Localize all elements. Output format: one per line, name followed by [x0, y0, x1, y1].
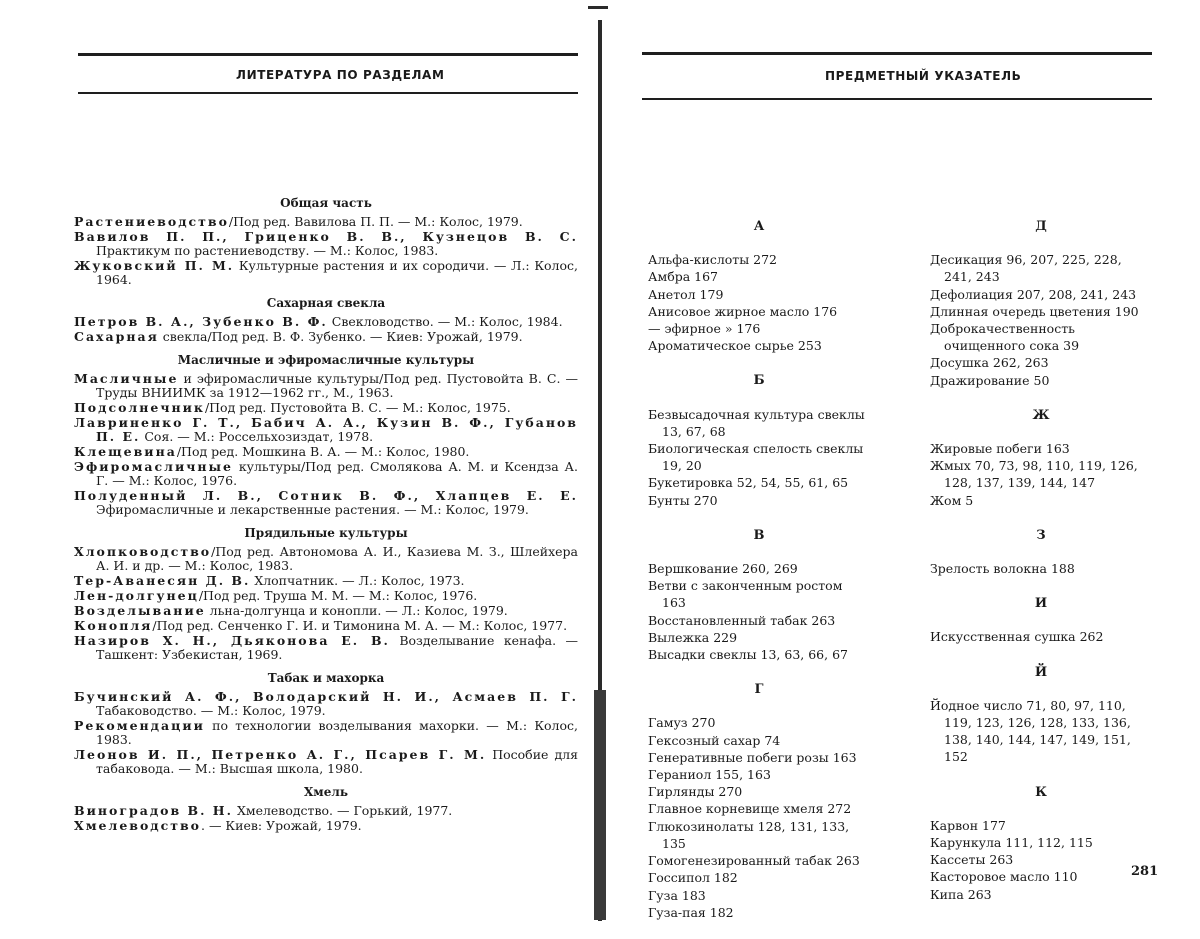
- bibliography-entry: [74, 804, 578, 818]
- index-entry: Жмых 70, 73, 98, 110, 119, 126, 128, 137, 139, 144, 147: [930, 458, 1138, 491]
- index-entry: Генеративные побеги розы 163: [648, 749, 857, 765]
- entry-details: культуры/Под ред. Смолякова А. М. и Ксендза А. Г. — М.: Колос, 1976.: [96, 459, 578, 488]
- section-heading: Общая часть: [280, 196, 372, 210]
- entry-details: /Под ред. Пустовойта В. С. — М.: Колос, 1975.: [204, 400, 511, 415]
- entry-author: Жуковский П. М.: [74, 258, 235, 273]
- index-entry: Восстановленный табак 263: [648, 612, 836, 628]
- entry-details: Хлопчатник. — Л.: Колос, 1973.: [250, 573, 465, 588]
- index-entry: Гексозный сахар 74: [648, 732, 781, 748]
- entry-author: Хмелеводство: [74, 818, 202, 833]
- entry-details: Пособие для табаковода. — М.: Высшая школа, 1980.: [96, 747, 578, 776]
- index-letter-group: [930, 664, 1152, 766]
- bibliography-entry: [74, 416, 578, 444]
- book-gutter: [598, 0, 606, 921]
- left-page: [0, 0, 598, 921]
- entry-author: Полуденный Л. В., Сотник В. Ф., Хлапцев Е. Е.: [74, 488, 578, 503]
- entry-author: Возделывание: [74, 603, 206, 618]
- entry-details: по технологии возделывания махорки. — М.: Колос, 1983.: [96, 718, 578, 747]
- index-entry: Ароматическое сырье 253: [648, 338, 822, 354]
- index-entry: Доброкачественность очищенного сока 39: [930, 321, 1080, 354]
- bibliography-entry: [74, 690, 578, 718]
- entry-details: Соя. — М.: Россельхозиздат, 1978.: [140, 429, 374, 444]
- index-entry: Вылежка 229: [648, 629, 738, 645]
- index-letter: А: [753, 219, 765, 234]
- bibliography-entry: [74, 489, 578, 517]
- bibliography: [74, 196, 578, 834]
- entry-author: Лен-долгунец: [74, 588, 199, 603]
- index-letter: В: [753, 527, 765, 543]
- entry-details: Возделывание кенафа. — Ташкент: Узбекистан, 1969.: [96, 633, 579, 662]
- entry-details: /Под ред. Сенченко Г. И. и Тимонина М. А. — М.: Колос, 1977.: [152, 618, 568, 633]
- index-entry: — эфирное » 176: [648, 321, 761, 337]
- index-entry: Зрелость волокна 188: [930, 561, 1075, 577]
- index-letter-group: [648, 527, 870, 663]
- index-entry: Дефолиация 207, 208, 241, 243: [930, 286, 1137, 302]
- entry-author: Вавилов П. П., Гриценко В. В., Кузнецов В. С.: [74, 229, 578, 244]
- index-entry: Анисовое жирное масло 176: [648, 303, 838, 319]
- index-letter: Б: [753, 373, 765, 389]
- entry-author: Подсолнечник: [74, 400, 205, 415]
- bibliography-entry: [74, 545, 578, 573]
- index-column-left: [648, 218, 870, 939]
- section-heading: Хмель: [304, 785, 348, 799]
- entry-details: Эфиромасличные и лекарственные растения. — М.: Колос, 1979.: [96, 502, 529, 517]
- index-entry: Амбра 167: [648, 269, 719, 285]
- index-entry: Госсипол 182: [648, 870, 738, 886]
- entry-author: Масличные: [74, 371, 179, 386]
- index-entry: Гуза 183: [648, 887, 706, 903]
- entry-author: Назиров Х. Н., Дьяконова Е. В.: [74, 633, 390, 648]
- bibliography-entry: [74, 259, 578, 287]
- index-entry: Дражирование 50: [930, 372, 1050, 388]
- index-entry: Анетол 179: [648, 286, 724, 302]
- index-letter-group: [930, 595, 1152, 645]
- header-bottom-rule: [78, 92, 578, 94]
- entry-author: Хлопководство: [74, 544, 212, 559]
- index-letter-group: [648, 372, 870, 508]
- index-entry: Гераниол 155, 163: [648, 767, 771, 783]
- header-top-rule: [642, 52, 1152, 55]
- entry-author: Растениеводство: [74, 214, 229, 229]
- entry-author: Петров В. А., Зубенко В. Ф.: [74, 314, 328, 329]
- index-entry: Йодное число 71, 80, 97, 110, 119, 123, 126, 128, 133, 136, 138, 140, 144, 147, 149, 151, 152: [930, 697, 1131, 765]
- index-entry: Кассеты 263: [930, 852, 1014, 868]
- index-entry: Кипа 263: [930, 886, 992, 902]
- index-letter: Г: [754, 682, 764, 698]
- index-entry: Искусственная сушка 262: [930, 629, 1104, 645]
- bibliography-entry: [74, 460, 578, 488]
- index-entry: Гуза-пая 182: [648, 904, 734, 920]
- index-entry: Глюкозинолаты 128, 131, 133, 135: [648, 818, 850, 851]
- header-bottom-rule: [642, 98, 1152, 100]
- right-page-header: ПРЕДМЕТНЫЙ УКАЗАТЕЛЬ: [825, 69, 1022, 83]
- index-letter-group: [930, 784, 1152, 903]
- index-entry: Длинная очередь цветения 190: [930, 303, 1139, 319]
- index-letter-group: [930, 218, 1152, 389]
- index-letter-group: [930, 407, 1152, 509]
- index-entry: Бунты 270: [648, 492, 718, 508]
- section-heading: Прядильные культуры: [244, 526, 408, 540]
- index-entry: Гирлянды 270: [648, 784, 743, 800]
- index-entry: Гамуз 270: [648, 715, 716, 731]
- section-heading: Табак и махорка: [267, 671, 385, 685]
- entry-details: /Под ред. Автономова А. И., Казиева М. З., Шлейхера А. И. и др. — М.: Колос, 1983.: [96, 544, 578, 573]
- index-entry: Касторовое масло 110: [930, 869, 1078, 885]
- index-entry: Досушка 262, 263: [930, 355, 1049, 371]
- entry-author: Леонов И. П., Петренко А. Г., Псарев Г. М.: [74, 747, 487, 762]
- header-top-rule: [78, 53, 578, 56]
- bibliography-entry: [74, 230, 578, 258]
- entry-author: Бучинский А. Ф., Володарский Н. И., Асмаев П. Г.: [74, 689, 578, 704]
- index-entry: Главное корневище хмеля 272: [648, 801, 852, 817]
- entry-details: и эфиромасличные культуры/Под ред. Пустовойта В. С. — Труды ВНИИМК за 1912—1962 гг., М., 1963.: [96, 371, 578, 400]
- index-entry: Гомогенезированный табак 263: [648, 853, 860, 869]
- entry-details: /Под ред. Мошкина В. А. — М.: Колос, 1980.: [176, 444, 470, 459]
- index-letter-group: [648, 681, 870, 921]
- entry-author: Клещевина: [74, 444, 177, 459]
- index-letter: Д: [1035, 219, 1047, 234]
- bibliography-entry: [74, 574, 578, 588]
- entry-details: Табаководство. — М.: Колос, 1979.: [96, 703, 326, 718]
- index-letter: Й: [1034, 664, 1048, 680]
- entry-author: Конопля: [74, 618, 153, 633]
- index-entry: Безвысадочная культура свеклы 13, 67, 68: [648, 406, 865, 439]
- entry-author: Виноградов В. Н.: [74, 803, 233, 818]
- entry-author: Рекомендации: [74, 718, 205, 733]
- bibliography-entry: [74, 372, 578, 400]
- index-entry: Десикация 96, 207, 225, 228, 241, 243: [930, 252, 1122, 285]
- bibliography-entry: [74, 719, 578, 747]
- index-letter: З: [1036, 527, 1046, 543]
- index-letter: И: [1034, 596, 1048, 612]
- bibliography-entry: [74, 619, 578, 633]
- bibliography-entry: [74, 215, 578, 229]
- bibliography-entry: [74, 604, 578, 618]
- section-heading: Масличные и эфиромасличные культуры: [177, 353, 475, 367]
- index-letter-group: [930, 527, 1152, 577]
- entry-details: Хмелеводство. — Горький, 1977.: [232, 803, 453, 818]
- entry-details: Культурные растения и их сородичи. — Л.: Колос, 1964.: [96, 258, 578, 287]
- index-letter: Ж: [1032, 407, 1050, 423]
- entry-details: Практикум по растениеводству. — М.: Колос, 1983.: [96, 243, 439, 258]
- left-page-header: ЛИТЕРАТУРА ПО РАЗДЕЛАМ: [236, 68, 445, 82]
- entry-details: /Под ред. Вавилова П. П. — М.: Колос, 1979.: [228, 214, 523, 229]
- entry-details: свекла/Под ред. В. Ф. Зубенко. — Киев: Урожай, 1979.: [158, 329, 523, 344]
- bibliography-entry: [74, 401, 578, 415]
- bibliography-entry: [74, 315, 578, 329]
- entry-details: Свекловодство. — М.: Колос, 1984.: [327, 314, 563, 329]
- entry-author: Эфиромасличные: [74, 459, 233, 474]
- index-entry: Букетировка 52, 54, 55, 61, 65: [648, 475, 849, 491]
- index-entry: Жировые побеги 163: [930, 441, 1070, 457]
- entry-details: . — Киев: Урожай, 1979.: [201, 818, 362, 833]
- index-letter-group: [648, 218, 870, 354]
- bibliography-entry: [74, 589, 578, 603]
- bibliography-entry: [74, 330, 578, 344]
- section-heading: Сахарная свекла: [266, 296, 386, 310]
- index-entry: Альфа-кислоты 272: [648, 252, 777, 268]
- index-letter: К: [1035, 784, 1047, 800]
- index-column-right: [930, 218, 1152, 921]
- index-entry: Высадки свеклы 13, 63, 66, 67: [648, 647, 848, 663]
- bibliography-entry: [74, 748, 578, 776]
- index-entry: Вершкование 260, 269: [648, 561, 798, 577]
- entry-author: Лавриненко Г. Т., Бабич А. А., Кузин В. Ф., Губанов П. Е.: [74, 415, 578, 444]
- bibliography-entry: [74, 634, 578, 662]
- index-entry: Карвон 177: [930, 817, 1006, 833]
- bibliography-entry: [74, 819, 578, 833]
- entry-author: Сахарная: [74, 329, 159, 344]
- index-entry: Биологическая спелость свеклы 19, 20: [648, 441, 864, 474]
- entry-details: льна-долгунца и конопли. — Л.: Колос, 1979.: [205, 603, 508, 618]
- bibliography-entry: [74, 445, 578, 459]
- index-entry: Карункула 111, 112, 115: [930, 835, 1093, 851]
- index-entry: Ветви с законченным ростом 163: [648, 578, 843, 611]
- entry-details: /Под ред. Труша М. М. — М.: Колос, 1976.: [198, 588, 478, 603]
- index-entry: Жом 5: [930, 492, 974, 508]
- entry-author: Тер-Аванесян Д. В.: [74, 573, 251, 588]
- page-number: 281: [1131, 864, 1159, 879]
